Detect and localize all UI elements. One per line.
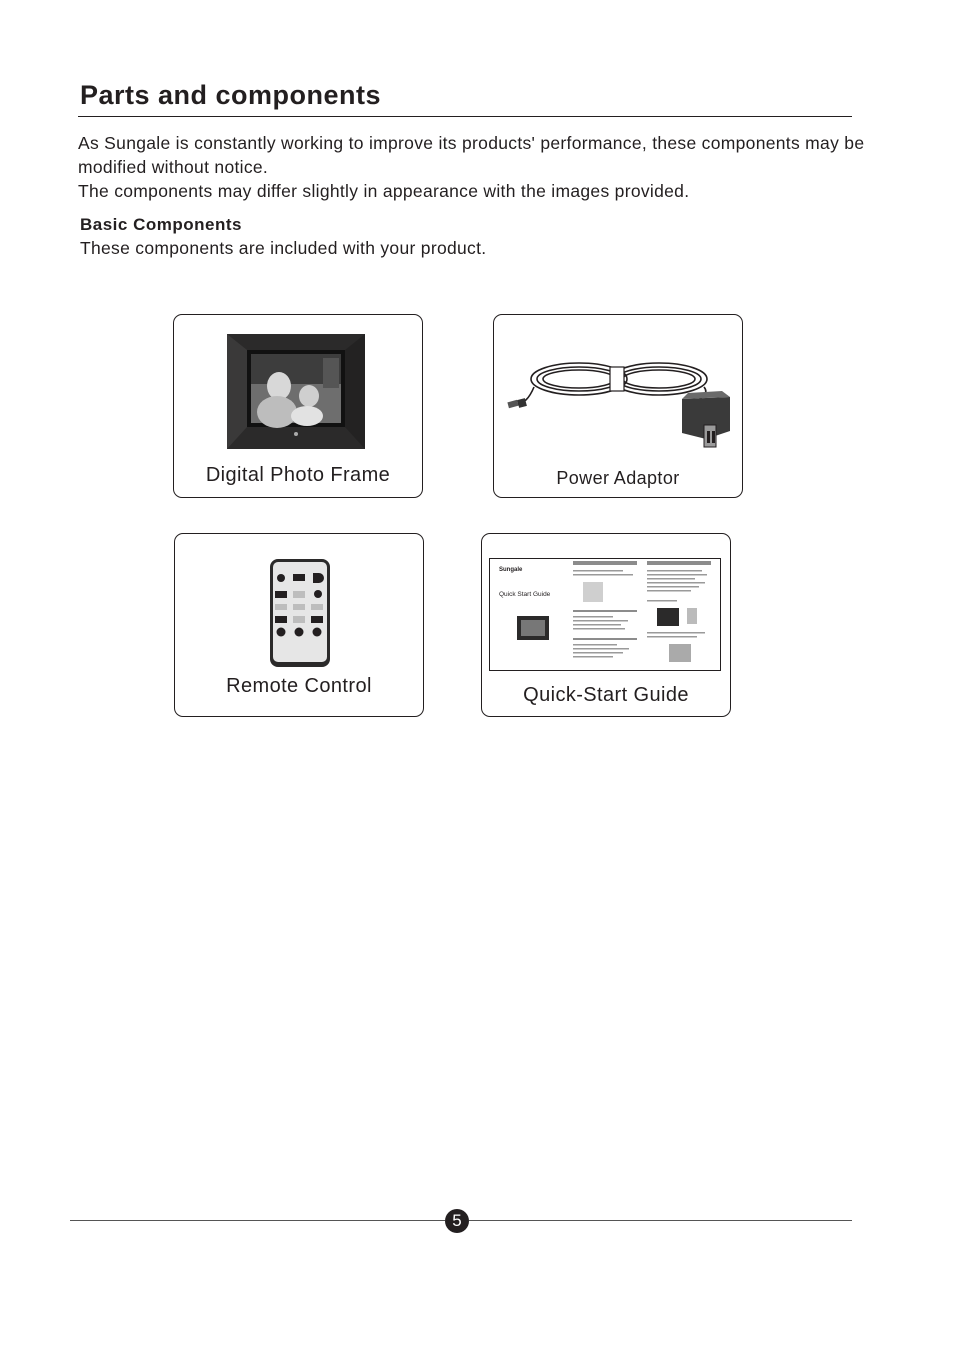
component-label: Remote Control [226,675,372,697]
photo-frame-icon [227,334,365,449]
title-underline [78,116,852,117]
guide-brand: Sungale [499,567,523,573]
section-heading: Basic Components [80,215,242,234]
page-title: Parts and components [80,80,382,110]
component-card-quick-start-guide [481,533,731,717]
intro-line: As Sungale is constantly working to improve its products' performance, these components may be modified without notice. [78,133,865,177]
remote-control-icon [269,558,331,668]
footer-rule-right [469,1220,852,1221]
component-card-photo-frame [173,314,423,498]
component-card-power-adaptor [493,314,743,498]
footer-rule-left [70,1220,445,1221]
guide-heading: Quick Start Guide [499,591,551,598]
section-text: These components are included with your product. [80,238,487,258]
power-adaptor-icon [504,337,736,457]
page-number: 5 [445,1209,469,1233]
component-card-remote-control [174,533,424,717]
intro-line: The components may differ slightly in appearance with the images provided. [78,181,690,201]
component-label: Quick-Start Guide [523,684,689,706]
quick-start-guide-icon [489,558,721,671]
component-label: Power Adaptor [556,468,680,488]
intro-text [78,131,878,203]
component-label: Digital Photo Frame [205,464,391,486]
